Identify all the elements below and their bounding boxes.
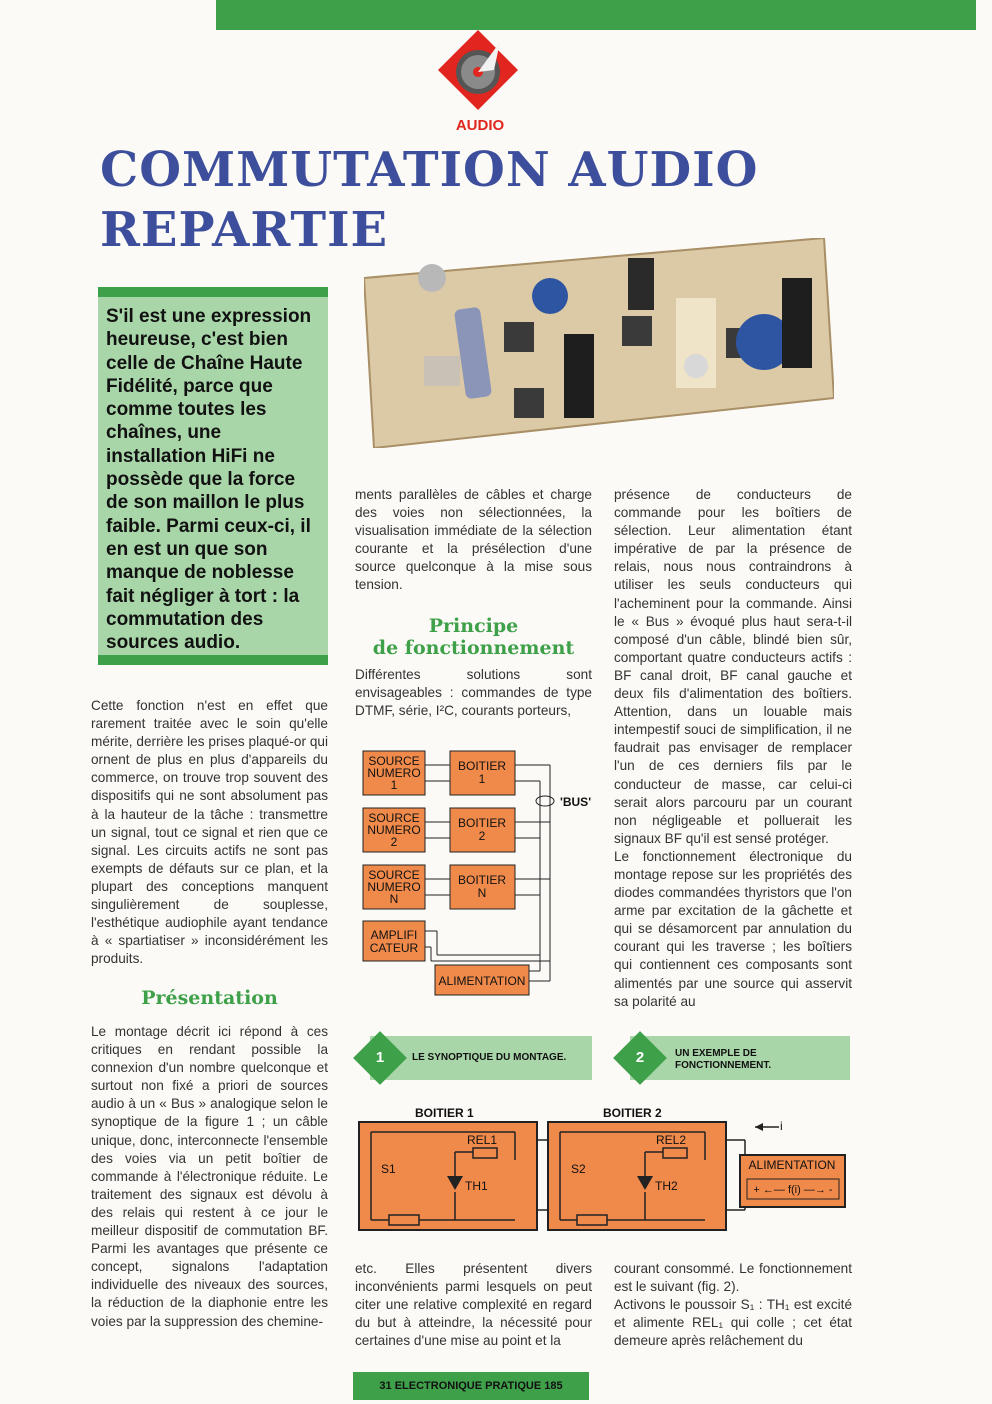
heading-presentation: Présentation <box>141 987 278 1009</box>
column-2c <box>355 1260 592 1350</box>
fig1-sourceN-line3: N <box>389 892 399 906</box>
intro-box <box>98 287 328 665</box>
figure-1-number: 1 <box>375 1049 385 1066</box>
figure-1-caption: LE SYNOPTIQUE DU MONTAGE. <box>412 1052 567 1063</box>
title-line-1: COMMUTATION AUDIO <box>100 142 759 198</box>
col3-paragraph-2: Le fonctionnement électronique du montage repose sur les propriétés des diodes commandées thyristors que l'on arme par excitation de la gâchette et qui se désamorcent par annulation du courant qui les traverse ; les boîtiers qui contiennent ces composants sont alimentés par une source qui asservit sa polarité au <box>614 848 852 1009</box>
fig1-source2-line3: 2 <box>390 835 398 849</box>
fig1-source1-line1: SOURCE <box>368 754 420 768</box>
col1-paragraph-1: Cette fonction n'est en effet que rarement traitée avec le soin qu'elle mérite, derrière les prises plaqué-or qui ornent de plus en plus d'appareils du commerce, on trouve trop souvent des dispositifs qui ne sont absolument pas à la hauteur de la tâche : transmettre un signal, tout ce signal et rien que ce signal. Les circuits actifs ne sont pas exempts de défauts sur ce plan, et la plupart des conceptions manquent singulièrement de souplesse, l'esthétique audiophile ayant tendance à « spartiatiser » inconsidérément les produits. <box>91 698 328 967</box>
column-3b <box>614 1260 852 1350</box>
fig2-alimentation: ALIMENTATION <box>748 1158 836 1172</box>
fig2-rel1-label: REL1 <box>467 1133 498 1147</box>
figure-2-caption: UN EXEMPLE DE FONCTIONNEMENT. <box>675 1048 772 1071</box>
column-2b <box>355 666 592 720</box>
fig1-boitier1-line1: BOITIER <box>457 759 507 773</box>
col1-paragraph-2: Le montage décrit ici répond à ces critiques en rendant possible la connexion d'un nombre quelconque et surtout non fixé a priori de sources audio à un « Bus » analogique selon le synoptique de la figure 1 ; un câble unique, donc, interconnecte l'ensemble des voies via un petit boîtier de commande à l'électronique réduite. Le traitement des signaux est dévolu à des relais qui restent à ce jour le meilleur dispositif de commutation BF. Parmi les avantages que présente ce concept, signalons l'adaptation individuelle des niveaux des sources, la réduction de la diaphonie entre les voies par la suppression des chemine- <box>91 1024 328 1329</box>
fig1-alimentation: ALIMENTATION <box>438 974 526 988</box>
figure-2-number: 2 <box>635 1049 645 1066</box>
fig2-boitier2-label: BOITIER 2 <box>603 1106 662 1120</box>
fig2-th2-label: TH2 <box>655 1179 678 1193</box>
fig1-boitier2-line2: 2 <box>478 829 486 843</box>
fig1-sourceN-line2: NUMERO <box>367 880 421 894</box>
fig1-sourceN-line1: SOURCE <box>368 868 420 882</box>
figure-1-synoptic <box>355 745 605 1001</box>
fig2-s2-label: S2 <box>571 1162 586 1176</box>
heading-principe-line-1: Principe <box>428 615 519 637</box>
circuit-board-photo <box>364 238 834 448</box>
fig2-th1-label: TH1 <box>465 1179 488 1193</box>
column-3 <box>614 486 852 1011</box>
heading-principe-line-2: de fonctionnement <box>372 637 575 659</box>
fig1-boitierN-line2: N <box>477 886 487 900</box>
fig2-current-label: i <box>780 1119 783 1133</box>
fig1-ampli-line2: CATEUR <box>369 941 419 955</box>
fig2-boitier1-label: BOITIER 1 <box>415 1106 474 1120</box>
fig1-boitier2-line1: BOITIER <box>457 816 507 830</box>
figure-2-schematic <box>355 1100 855 1250</box>
fig2-s1-label: S1 <box>381 1162 396 1176</box>
fig1-bus-label: 'BUS' <box>560 795 592 809</box>
intro-text: S'il est une expression heureuse, c'est bien celle de Chaîne Haute Fidélité, parce que comme toutes les chaînes, une installation HiFi ne possède que la force de son maillon le plus faible. Parmi ceux-ci, il en est un que son manque de noblesse fait négliger à tort : la commutation des sources audio. <box>106 306 312 654</box>
section-label: AUDIO <box>455 117 505 134</box>
fig1-source2-line1: SOURCE <box>368 811 420 825</box>
column-1b <box>91 1023 328 1331</box>
column-1 <box>91 697 328 968</box>
col3-paragraph-3: courant consommé. Le fonctionnement est le suivant (fig. 2). <box>614 1261 852 1295</box>
col2-paragraph-1: ments parallèles de câbles et charge des voies non sélectionnées, la visualisation immédiate de la sélection courante et la présélection d'une source quelconque à la mise sous tension. <box>355 487 592 593</box>
col3-paragraph-1: présence de conducteurs de commande pour les boîtiers de sélection. Leur alimentation étant impérative de par la présence de relais, nous nous contraindrons à utiliser les seuls conducteurs qui l'acheminent pour la commande. Ainsi le « Bus » évoqué plus haut sera-t-il composé d'un câble, blindé bien sûr, comportant quatre conducteurs actifs : BF canal droit, BF canal gauche et deux fils d'alimentation des boîtiers. Attention, dans un louable mais intempestif souci de simplification, il ne faudrait pas envisager de remplacer l'un de ces derniers fils par le conducteur de masse, car celui-ci serait alors parcouru par un courant non négligeable et polluerait les signaux BF qu'il est sensé protéger. <box>614 487 852 846</box>
col3-paragraph-4: Activons le poussoir S₁ : TH₁ est excité et alimente REL₁ qui colle ; cet état demeure après relâchement du <box>614 1297 852 1349</box>
fig2-rel2-label: REL2 <box>656 1133 687 1147</box>
fig1-source2-line2: NUMERO <box>367 823 421 837</box>
fig1-boitier1-line2: 1 <box>478 772 486 786</box>
col2-paragraph-2: Différentes solutions sont envisageables : commandes de type DTMF, série, I²C, courants porteurs, <box>355 667 592 719</box>
fig1-ampli-line1: AMPLIFI <box>370 928 418 942</box>
audio-disc-logo-icon <box>438 30 518 110</box>
title-line-2: REPARTIE <box>100 202 389 258</box>
fig1-source1-line3: 1 <box>390 778 398 792</box>
col2-paragraph-3: etc. Elles présentent divers inconvénients parmi lesquels on peut citer une relative complexité en regard du but à atteindre, la nécessité pour certaines d'une mise au point et la <box>355 1261 592 1349</box>
fig1-source1-line2: NUMERO <box>367 766 421 780</box>
fig1-boitierN-line1: BOITIER <box>457 873 507 887</box>
heading-principe <box>355 615 592 659</box>
top-bar <box>216 0 976 30</box>
page-footer: 31 ELECTRONIQUE PRATIQUE 185 <box>353 1372 589 1400</box>
column-2 <box>355 486 592 595</box>
fig2-alim-formula: + ←— f(i) —→ - <box>753 1184 833 1196</box>
